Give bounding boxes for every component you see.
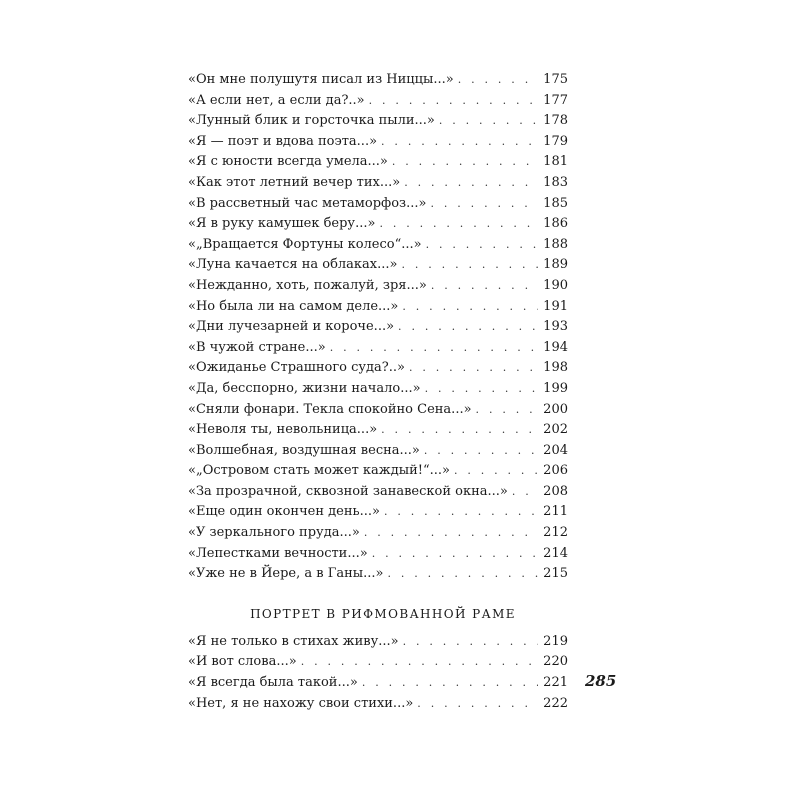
toc-entry-title: «„Вращается Фортуны колесо“...» [188, 236, 422, 252]
toc-entry-page: 181 [543, 154, 568, 170]
toc-entry-page: 190 [543, 277, 568, 293]
dot-leader [369, 91, 539, 112]
toc-entry-title: «Дни лучезарней и короче...» [188, 319, 395, 335]
section-heading: ПОРТРЕТ В РИФМОВАННОЙ РАМЕ [250, 606, 516, 621]
dot-leader [372, 544, 538, 565]
toc-entry [188, 632, 568, 653]
dot-leader [476, 400, 539, 421]
toc-entry-page: 179 [543, 133, 568, 149]
toc-entry [188, 235, 568, 256]
dot-leader [458, 70, 538, 91]
toc-entry-page: 208 [543, 483, 568, 499]
toc-entry [188, 441, 568, 462]
toc-entry-title: «Сняли фонари. Текла спокойно Сена...» [188, 401, 472, 417]
toc-entry [188, 544, 568, 565]
toc-entry-title: «Он мне полушутя писал из Ниццы...» [188, 72, 454, 87]
toc-entry [188, 420, 568, 441]
dot-leader [392, 152, 538, 173]
dot-leader [409, 358, 538, 379]
dot-leader [431, 276, 538, 297]
toc-entry-page: 199 [543, 380, 568, 396]
dot-leader [381, 132, 538, 153]
toc-entry [188, 502, 568, 523]
dot-leader [404, 173, 538, 194]
toc-entry-title: «Я с юности всегда умела...» [188, 154, 388, 170]
toc-entry-page: 211 [543, 504, 568, 520]
dot-leader [381, 420, 538, 441]
dot-leader [384, 502, 538, 523]
toc-entry-page: 175 [543, 72, 568, 87]
dot-leader [398, 317, 538, 338]
toc-entry-title: «Я в руку камушек беру...» [188, 216, 376, 232]
toc-entry-page: 220 [543, 654, 568, 670]
toc-entry-page: 177 [543, 92, 568, 108]
toc-entry [188, 400, 568, 421]
toc-entry-page: 206 [543, 463, 568, 479]
toc-entry-title: «А если нет, а если да?..» [188, 92, 365, 108]
toc-entry [188, 482, 568, 503]
toc-entry-title: «Я всегда была такой...» [188, 675, 358, 691]
toc-entry [188, 652, 568, 673]
toc-entry [188, 91, 568, 112]
toc-entry-title: «„Островом стать может каждый!“...» [188, 463, 450, 479]
toc-entry [188, 152, 568, 173]
toc-entry [188, 297, 568, 318]
toc-entry [188, 379, 568, 400]
toc-entry-title: «Лепестками вечности...» [188, 545, 368, 561]
dot-leader [426, 235, 539, 256]
toc-entry-page: 188 [543, 236, 568, 252]
toc-entry [188, 276, 568, 297]
toc-entry [188, 173, 568, 194]
dot-leader [402, 297, 538, 318]
toc-entry-page: 178 [543, 113, 568, 129]
dot-leader [417, 694, 538, 715]
toc-entry-title: «Да, бесспорно, жизни начало...» [188, 380, 421, 396]
toc-entry [188, 194, 568, 215]
toc-entry [188, 358, 568, 379]
toc-entry [188, 255, 568, 276]
toc-entry-page: 202 [543, 422, 568, 438]
toc-entry-page: 189 [543, 257, 568, 273]
toc-entry-title: «Ожиданье Страшного суда?..» [188, 360, 405, 376]
toc-entry-page: 191 [543, 298, 568, 314]
toc-entry [188, 564, 568, 585]
toc-entry-page: 185 [543, 195, 568, 211]
page-number: 285 [585, 672, 617, 690]
toc-entry-page: 214 [543, 545, 568, 561]
dot-leader [512, 482, 538, 503]
toc-entry-page: 204 [543, 442, 568, 458]
dot-leader [454, 461, 538, 482]
toc-entry [188, 317, 568, 338]
toc-entry-title: «Неволя ты, невольница...» [188, 422, 378, 438]
toc-entry-page: 212 [543, 525, 568, 541]
dot-leader [379, 214, 538, 235]
toc-entry-title: «Луна качается на облаках...» [188, 257, 398, 273]
toc-entry-title: «Я — поэт и вдова поэта...» [188, 133, 378, 149]
toc-entry [188, 132, 568, 153]
toc-entry [188, 673, 568, 694]
toc-entry-title: «Еще один окончен день...» [188, 504, 380, 520]
toc-entry-page: 200 [543, 401, 568, 417]
dot-leader [439, 111, 538, 132]
toc-entry-page: 219 [543, 633, 568, 649]
toc-entry-page: 222 [543, 695, 568, 711]
toc-entry-title: «Уже не в Йере, а в Ганы...» [188, 566, 384, 582]
toc-page [188, 70, 568, 714]
toc-entry [188, 523, 568, 544]
toc-entry [188, 214, 568, 235]
toc-entry-title: «Нежданно, хоть, пожалуй, зря...» [188, 277, 427, 293]
dot-leader [364, 523, 538, 544]
toc-entry-title: «За прозрачной, сквозной занавеской окна...» [188, 483, 508, 499]
dot-leader [387, 564, 538, 585]
toc-entry-page: 215 [543, 566, 568, 582]
toc-entry [188, 70, 568, 91]
toc-entry-title: «В чужой стране...» [188, 339, 326, 355]
toc-entry-page: 183 [543, 174, 568, 190]
toc-entry-page: 198 [543, 360, 568, 376]
toc-entry-title: «И вот слова...» [188, 654, 297, 670]
dot-leader [425, 379, 539, 400]
dot-leader [402, 255, 539, 276]
dot-leader [431, 194, 539, 215]
toc-entry-title: «Но была ли на самом деле...» [188, 298, 399, 314]
toc-entry-title: «В рассветный час метаморфоз...» [188, 195, 427, 211]
toc-entry-title: «Лунный блик и горсточка пыли...» [188, 113, 435, 129]
toc-entry-title: «У зеркального пруда...» [188, 525, 360, 541]
dot-leader [362, 673, 538, 694]
dot-leader [424, 441, 538, 462]
toc-entry-page: 221 [543, 675, 568, 691]
section-toc-list [188, 632, 568, 714]
toc-entry [188, 694, 568, 715]
toc-entry-title: «Я не только в стихах живу...» [188, 633, 399, 649]
toc-entry-title: «Нет, я не нахожу свои стихи...» [188, 695, 414, 711]
toc-entry-title: «Волшебная, воздушная весна...» [188, 442, 420, 458]
toc-entry-title: «Как этот летний вечер тих...» [188, 174, 401, 190]
toc-entry [188, 461, 568, 482]
toc-entry-page: 193 [543, 319, 568, 335]
toc-entry-page: 194 [543, 339, 568, 355]
dot-leader [301, 652, 538, 673]
toc-entry-page: 186 [543, 216, 568, 232]
toc-entry [188, 338, 568, 359]
toc-list [188, 70, 568, 585]
dot-leader [403, 632, 539, 653]
dot-leader [330, 338, 538, 359]
toc-entry [188, 111, 568, 132]
